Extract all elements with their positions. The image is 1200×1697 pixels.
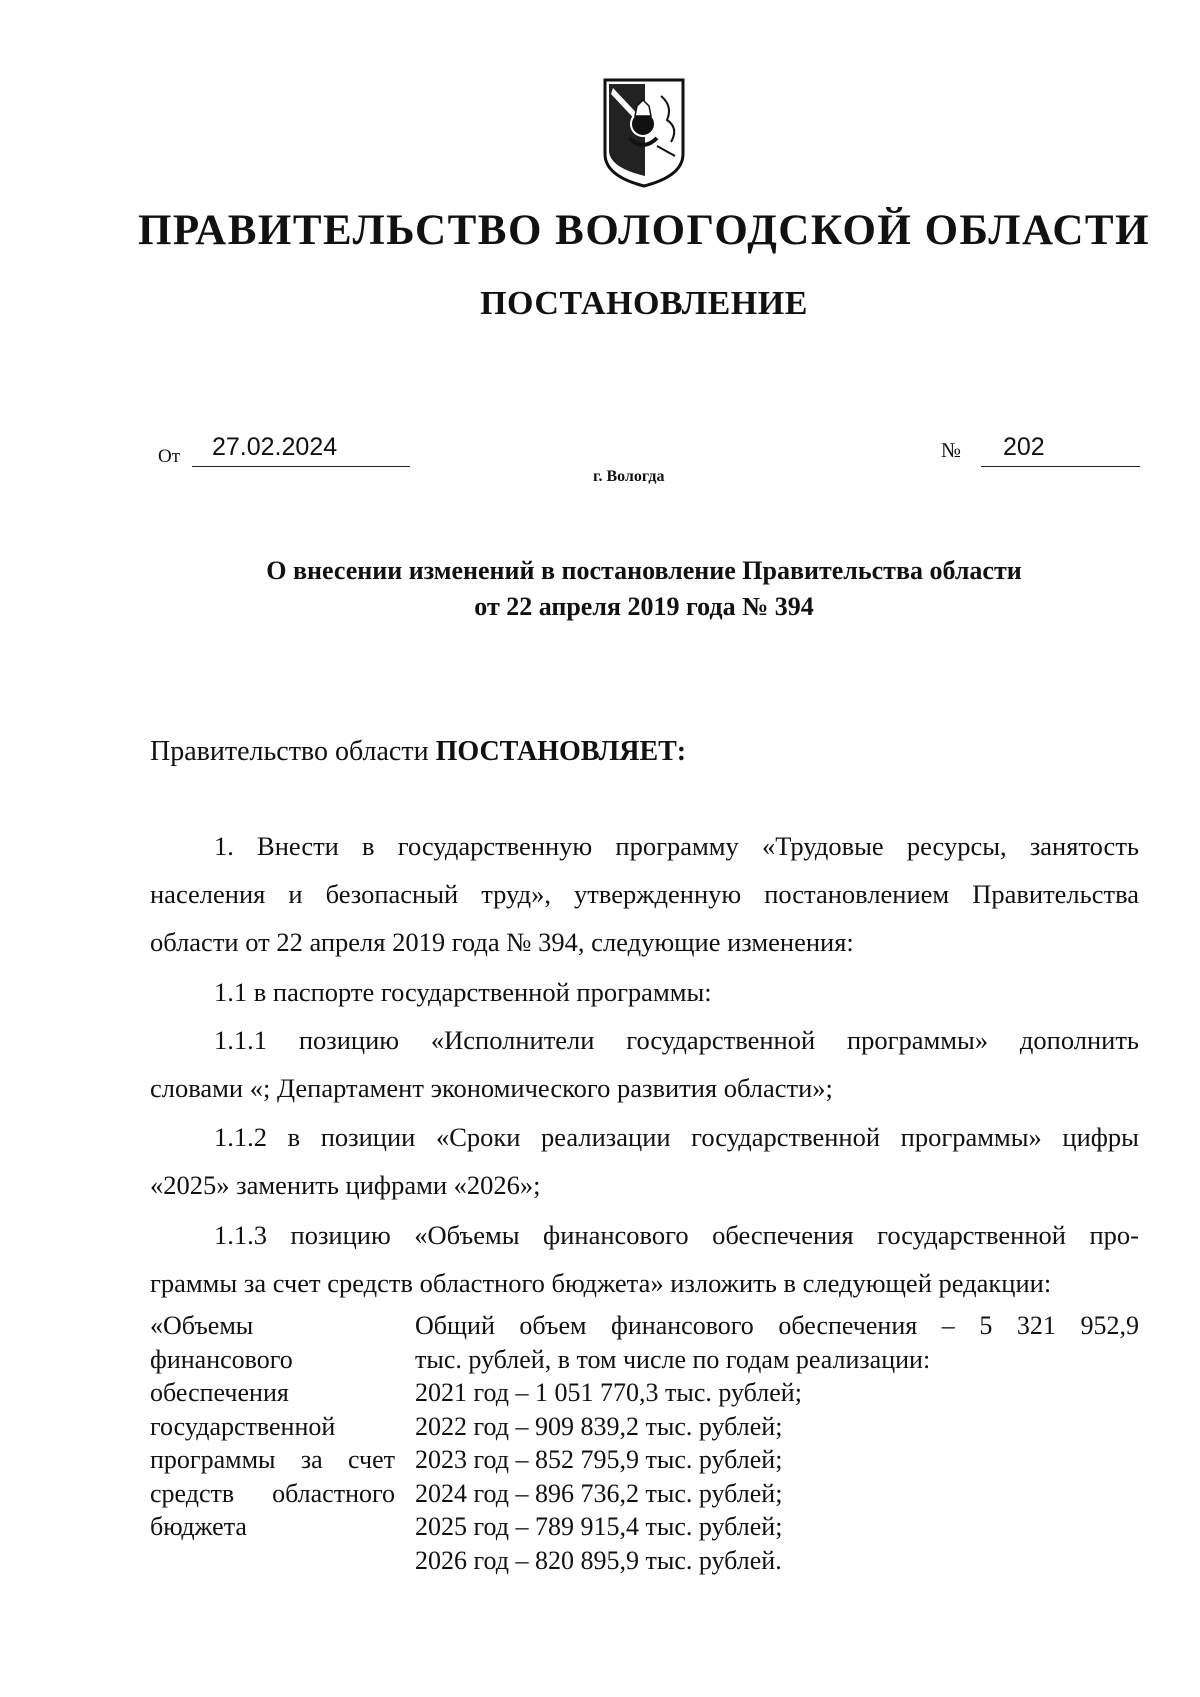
paragraph-1-line-1: 1. Внести в государственную программу «Трудовые ресурсы, занятость (214, 831, 1139, 861)
table-right-line: Общий объем финансового обеспечения – 5 321 952,9 (415, 1311, 1139, 1340)
document-date: 27.02.2024 (212, 433, 338, 461)
table-right-line: 2026 год – 820 895,9 тыс. рублей. (415, 1545, 782, 1575)
paragraph-1-1: 1.1 в паспорте государственной программы: (214, 977, 712, 1007)
coat-of-arms-emblem (601, 76, 687, 190)
intro-paragraph (150, 728, 1139, 776)
paragraph-1-line-2: населения и безопасный труд», утвержденную постановлением Правительства (150, 879, 1139, 909)
table-left-line: бюджета (150, 1512, 247, 1541)
paragraph-1-1-1-line-1: 1.1.1 позицию «Исполнители государственной программы» дополнить (214, 1025, 1139, 1055)
date-label: От (158, 446, 181, 467)
number-underline (981, 466, 1140, 467)
intro-text: Правительство области (150, 736, 436, 767)
paragraph-1-line-3: области от 22 апреля 2019 года № 394, следующие изменения: (150, 927, 854, 957)
table-right-line: 2022 год – 909 839,2 тыс. рублей; (415, 1411, 783, 1441)
table-left-line: обеспечения (150, 1378, 289, 1407)
table-left-line: финансового (150, 1344, 293, 1374)
table-left-line: «Объемы (150, 1311, 254, 1340)
paragraph-1-1-3-line-1: 1.1.3 позицию «Объемы финансового обеспечения государственной про- (214, 1220, 1139, 1250)
table-left-line: средств областного (150, 1478, 395, 1508)
table-left-line: программы за счет (150, 1445, 395, 1474)
table-right-line: тыс. рублей, в том числе по годам реализации: (415, 1344, 931, 1374)
table-left-line: государственной (150, 1411, 336, 1441)
document-subject (0, 553, 1200, 625)
number-label: № (941, 438, 962, 462)
date-underline (192, 466, 410, 467)
city-label: г. Вологда (593, 468, 665, 485)
subject-line-2: от 22 апреля 2019 года № 394 (474, 592, 814, 621)
table-left-column (150, 1309, 395, 1544)
paragraph-1-1-2-line-1: 1.1.2 в позиции «Сроки реализации государственной программы» цифры (214, 1122, 1139, 1152)
paragraph-1-1-3-line-2: граммы за счет средств областного бюджета» изложить в следующей редакции: (150, 1268, 1052, 1298)
table-right-line: 2024 год – 896 736,2 тыс. рублей; (415, 1478, 783, 1508)
subject-line-1: О внесении изменений в постановление Правительства области (266, 556, 1022, 585)
intro-resolves: ПОСТАНОВЛЯЕТ: (435, 736, 687, 767)
table-right-line: 2025 год – 789 915,4 тыс. рублей; (415, 1512, 783, 1541)
table-right-line: 2023 год – 852 795,9 тыс. рублей; (415, 1445, 783, 1474)
table-right-line: 2021 год – 1 051 770,3 тыс. рублей; (415, 1378, 802, 1407)
paragraph-1-1-1-line-2: словами «; Департамент экономического развития области»; (150, 1073, 833, 1103)
table-right-column (415, 1309, 1139, 1577)
government-title: ПРАВИТЕЛЬСТВО ВОЛОГОДСКОЙ ОБЛАСТИ (137, 207, 1151, 254)
document-type: ПОСТАНОВЛЕНИЕ (480, 285, 808, 322)
document-number: 202 (1003, 433, 1045, 461)
paragraph-1-1-2-line-2: «2025» заменить цифрами «2026»; (150, 1170, 541, 1200)
